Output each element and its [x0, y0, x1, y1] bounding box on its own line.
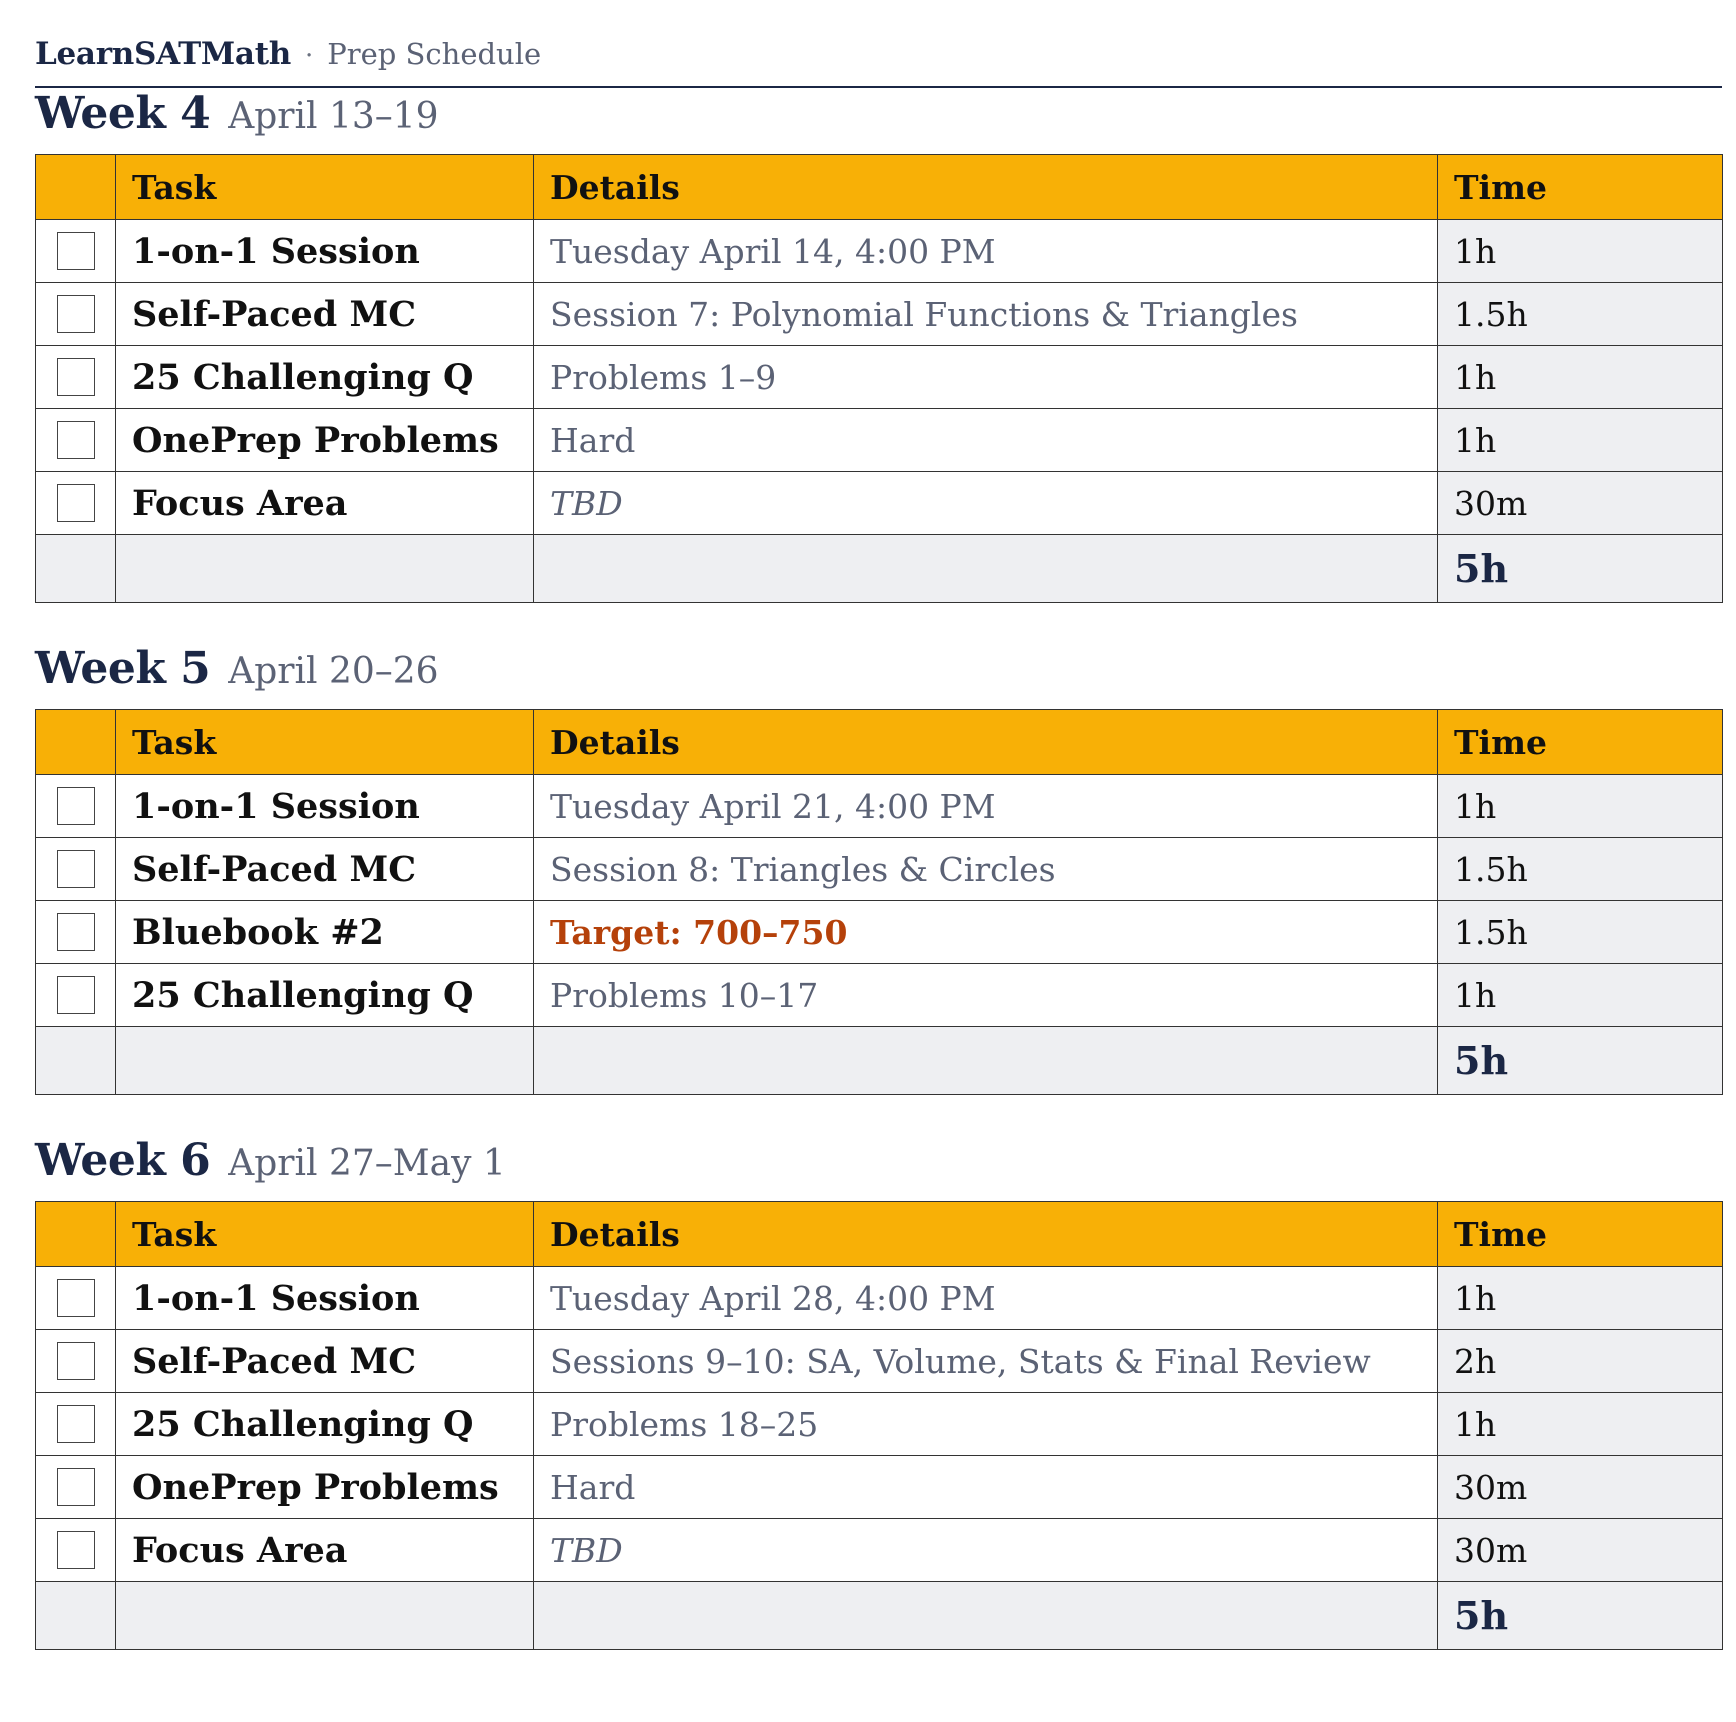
task-details-target: Target: 700–750 — [534, 901, 1438, 964]
time-column-header: Time — [1438, 1202, 1723, 1267]
table-row — [36, 1330, 1723, 1393]
week-total-time: 5h — [1438, 1582, 1723, 1650]
task-name: 25 Challenging Q — [116, 346, 534, 409]
task-time: 1h — [1438, 409, 1723, 472]
task-column-header: Task — [116, 1202, 534, 1267]
total-empty-cell — [116, 535, 534, 603]
week-5-table — [35, 709, 1723, 1095]
week-dates: April 20–26 — [228, 651, 439, 692]
week-dates: April 13–19 — [228, 96, 439, 137]
table-header-row — [36, 1202, 1723, 1267]
table-row — [36, 901, 1723, 964]
task-name: Self-Paced MC — [116, 283, 534, 346]
page-subtitle: Prep Schedule — [327, 37, 542, 71]
details-column-header: Details — [534, 710, 1438, 775]
task-time: 2h — [1438, 1330, 1723, 1393]
check-cell — [36, 1330, 116, 1393]
task-details: Sessions 9–10: SA, Volume, Stats & Final Review — [534, 1330, 1438, 1393]
check-column-header — [36, 155, 116, 220]
task-name: 1-on-1 Session — [116, 1267, 534, 1330]
task-time: 1h — [1438, 346, 1723, 409]
task-time: 1h — [1438, 1393, 1723, 1456]
week-dates: April 27–May 1 — [228, 1143, 506, 1184]
week-name: Week 5 — [35, 643, 211, 694]
task-name: Focus Area — [116, 472, 534, 535]
task-details: Tuesday April 14, 4:00 PM — [534, 220, 1438, 283]
task-name: Focus Area — [116, 1519, 534, 1582]
task-column-header: Task — [116, 155, 534, 220]
task-time: 1.5h — [1438, 901, 1723, 964]
table-row — [36, 775, 1723, 838]
table-header-row — [36, 710, 1723, 775]
table-row — [36, 346, 1723, 409]
task-details: Hard — [534, 409, 1438, 472]
details-column-header: Details — [534, 1202, 1438, 1267]
week-heading — [35, 88, 1722, 154]
table-row — [36, 1519, 1723, 1582]
task-checkbox[interactable] — [57, 1405, 95, 1443]
week-total-time: 5h — [1438, 535, 1723, 603]
check-cell — [36, 964, 116, 1027]
week-5-section — [35, 643, 1722, 1095]
task-name: Bluebook #2 — [116, 901, 534, 964]
check-cell — [36, 1519, 116, 1582]
total-empty-cell — [534, 1027, 1438, 1095]
check-cell — [36, 1456, 116, 1519]
task-details: Problems 1–9 — [534, 346, 1438, 409]
table-row — [36, 1267, 1723, 1330]
task-checkbox[interactable] — [57, 1342, 95, 1380]
task-checkbox[interactable] — [57, 1468, 95, 1506]
week-total-time: 5h — [1438, 1027, 1723, 1095]
check-cell — [36, 901, 116, 964]
week-6-section — [35, 1135, 1722, 1650]
check-cell — [36, 1393, 116, 1456]
task-details: Problems 18–25 — [534, 1393, 1438, 1456]
task-checkbox[interactable] — [57, 421, 95, 459]
task-checkbox[interactable] — [57, 1279, 95, 1317]
week-4-table — [35, 154, 1723, 603]
check-cell — [36, 838, 116, 901]
check-cell — [36, 472, 116, 535]
task-details: Problems 10–17 — [534, 964, 1438, 1027]
task-details: Session 8: Triangles & Circles — [534, 838, 1438, 901]
task-details: Tuesday April 21, 4:00 PM — [534, 775, 1438, 838]
total-row — [36, 535, 1723, 603]
task-time: 30m — [1438, 1519, 1723, 1582]
task-details: TBD — [534, 1519, 1438, 1582]
total-empty-cell — [36, 535, 116, 603]
task-time: 1h — [1438, 964, 1723, 1027]
check-cell — [36, 1267, 116, 1330]
check-column-header — [36, 710, 116, 775]
time-column-header: Time — [1438, 155, 1723, 220]
week-6-table — [35, 1201, 1723, 1650]
table-header-row — [36, 155, 1723, 220]
table-row — [36, 472, 1723, 535]
task-name: Self-Paced MC — [116, 1330, 534, 1393]
task-checkbox[interactable] — [57, 913, 95, 951]
check-cell — [36, 283, 116, 346]
task-time: 1.5h — [1438, 283, 1723, 346]
check-cell — [36, 409, 116, 472]
task-details: Hard — [534, 1456, 1438, 1519]
task-name: 1-on-1 Session — [116, 775, 534, 838]
brand-name: LearnSATMath — [35, 36, 291, 72]
total-empty-cell — [534, 535, 1438, 603]
task-checkbox[interactable] — [57, 232, 95, 270]
task-checkbox[interactable] — [57, 358, 95, 396]
total-empty-cell — [116, 1582, 534, 1650]
task-name: 25 Challenging Q — [116, 1393, 534, 1456]
check-cell — [36, 220, 116, 283]
total-empty-cell — [534, 1582, 1438, 1650]
details-column-header: Details — [534, 155, 1438, 220]
check-column-header — [36, 1202, 116, 1267]
week-heading — [35, 1135, 1722, 1201]
table-row — [36, 409, 1723, 472]
header-separator: · — [304, 41, 314, 71]
total-row — [36, 1582, 1723, 1650]
task-checkbox[interactable] — [57, 976, 95, 1014]
task-checkbox[interactable] — [57, 850, 95, 888]
table-row — [36, 838, 1723, 901]
task-name: 25 Challenging Q — [116, 964, 534, 1027]
week-name: Week 4 — [35, 88, 211, 139]
time-column-header: Time — [1438, 710, 1723, 775]
total-row — [36, 1027, 1723, 1095]
task-name: Self-Paced MC — [116, 838, 534, 901]
table-row — [36, 1456, 1723, 1519]
task-checkbox[interactable] — [57, 1531, 95, 1569]
task-details: Session 7: Polynomial Functions & Triangles — [534, 283, 1438, 346]
check-cell — [36, 346, 116, 409]
table-row — [36, 1393, 1723, 1456]
task-checkbox[interactable] — [57, 787, 95, 825]
task-checkbox[interactable] — [57, 484, 95, 522]
week-heading — [35, 643, 1722, 709]
page-header — [35, 36, 1722, 88]
table-row — [36, 283, 1723, 346]
task-name: OnePrep Problems — [116, 1456, 534, 1519]
check-cell — [36, 775, 116, 838]
task-name: OnePrep Problems — [116, 409, 534, 472]
schedule-page — [35, 36, 1722, 1650]
task-time: 1h — [1438, 1267, 1723, 1330]
task-checkbox[interactable] — [57, 295, 95, 333]
task-time: 30m — [1438, 1456, 1723, 1519]
table-row — [36, 220, 1723, 283]
task-details: Tuesday April 28, 4:00 PM — [534, 1267, 1438, 1330]
task-time: 1h — [1438, 775, 1723, 838]
task-time: 30m — [1438, 472, 1723, 535]
week-name: Week 6 — [35, 1135, 211, 1186]
task-details: TBD — [534, 472, 1438, 535]
task-time: 1.5h — [1438, 838, 1723, 901]
table-row — [36, 964, 1723, 1027]
total-empty-cell — [116, 1027, 534, 1095]
task-name: 1-on-1 Session — [116, 220, 534, 283]
task-column-header: Task — [116, 710, 534, 775]
task-time: 1h — [1438, 220, 1723, 283]
week-4-section — [35, 88, 1722, 603]
total-empty-cell — [36, 1582, 116, 1650]
total-empty-cell — [36, 1027, 116, 1095]
